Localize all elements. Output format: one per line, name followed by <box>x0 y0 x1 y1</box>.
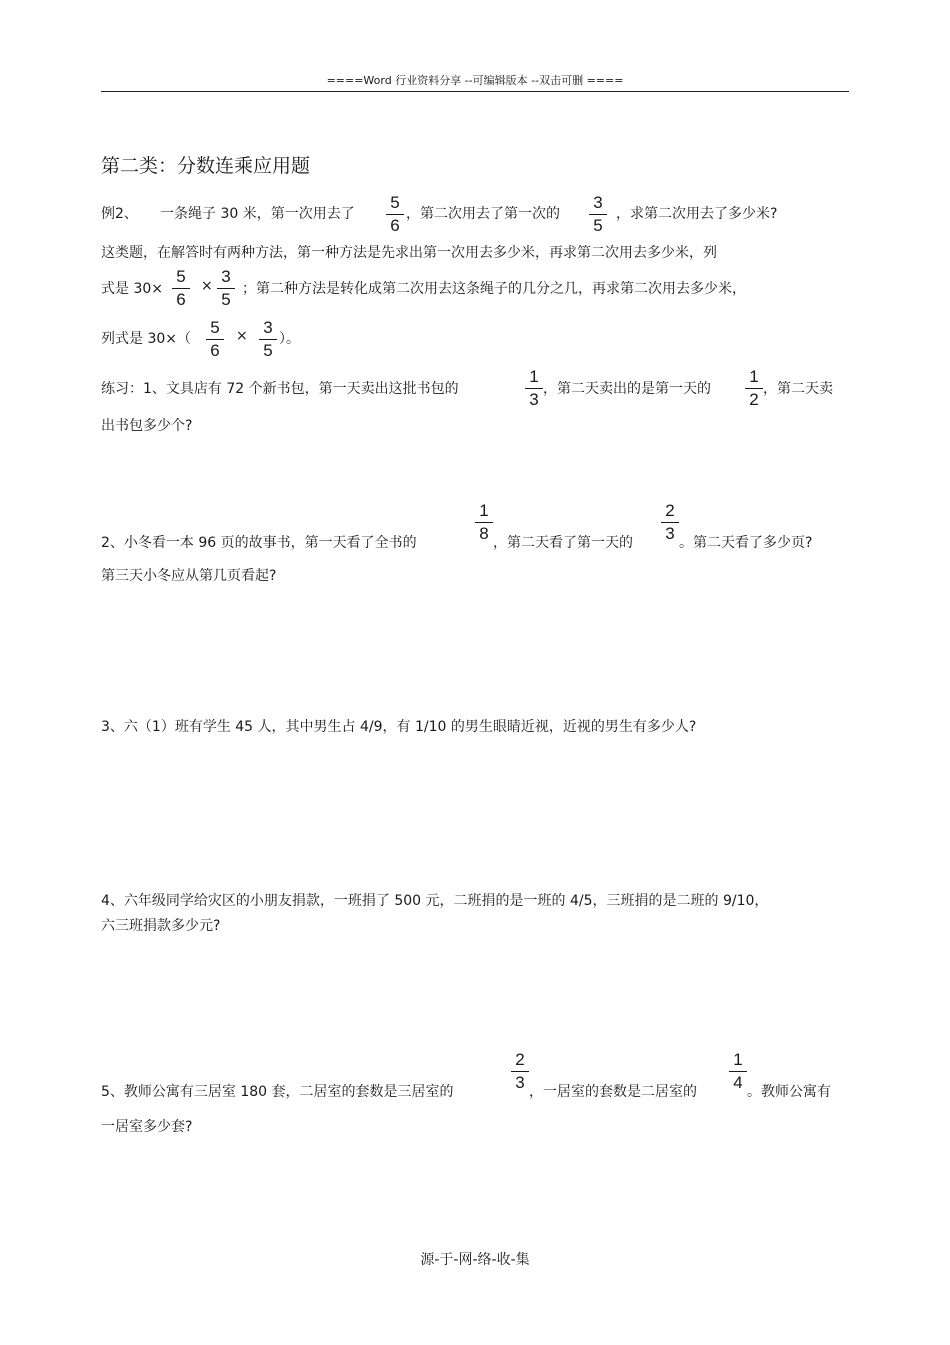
times-sign: × <box>236 328 248 344</box>
question-text: 练习：1、文具店有 72 个新书包，第一天卖出这批书包的 <box>101 381 459 397</box>
question-text: 3、六（1）班有学生 45 人，其中男生占 4/9，有 1/10 的男生眼睛近视，近视的男生有多少人? <box>101 719 697 735</box>
fraction-2-3: 2 3 <box>661 501 679 544</box>
fraction-2-3: 2 3 <box>511 1050 529 1093</box>
fraction-3-5: 3 5 <box>259 318 277 361</box>
example-text-1: 一条绳子 30 米，第一次用去了 <box>160 206 355 222</box>
question-text: ，第二天看了第一天的 <box>493 535 633 551</box>
fraction-5-6: 5 6 <box>386 193 404 236</box>
fraction-1-4: 1 4 <box>729 1050 747 1093</box>
question-text-line-2: 出书包多少个? <box>101 418 193 434</box>
fraction-5-6: 5 6 <box>206 318 224 361</box>
page-header: ====Word 行业资料分享 --可编辑版本 --双击可删 ==== <box>326 74 624 87</box>
question-text: 4、六年级同学给灾区的小朋友捐款，一班捐了 500 元，二班捐的是一班的 4/5，三班捐的是二班的 9/10， <box>101 893 769 909</box>
formula-2-text: 列式是 30×（ <box>101 331 191 347</box>
fraction-1-3: 1 3 <box>525 367 543 410</box>
question-text-line-2: 一居室多少套? <box>101 1119 193 1135</box>
fraction-3-5: 3 5 <box>589 193 607 236</box>
fraction-5-6: 5 6 <box>172 267 190 310</box>
formula-1-rest: ；第二种方法是转化成第二次用去这条绳子的几分之几，再求第二次用去多少米， <box>242 281 746 297</box>
header-rule <box>101 91 849 92</box>
section-title: 第二类：分数连乘应用题 <box>101 155 311 177</box>
explanation-line: 这类题，在解答时有两种方法，第一种方法是先求出第一次用去多少米，再求第二次用去多少米，列 <box>101 245 717 261</box>
page-footer: 源-于-网-络-收-集 <box>420 1252 530 1268</box>
question-text: 。教师公寓有 <box>747 1084 831 1100</box>
example-label: 例2、 <box>101 206 138 222</box>
fraction-1-8: 1 8 <box>475 501 493 544</box>
formula-2-end: ）。 <box>279 331 300 347</box>
question-text: 5、教师公寓有三居室 180 套，二居室的套数是三居室的 <box>101 1084 454 1100</box>
example-text-2: ，第二次用去了第一次的 <box>406 206 560 222</box>
question-text: ，第二天卖 <box>763 381 833 397</box>
formula-1-text: 式是 30× <box>101 281 163 297</box>
times-sign: × <box>201 278 213 294</box>
question-text: 2、小冬看一本 96 页的故事书，第一天看了全书的 <box>101 535 417 551</box>
fraction-3-5: 3 5 <box>217 267 235 310</box>
fraction-1-2: 1 2 <box>745 367 763 410</box>
question-text-line-2: 第三天小冬应从第几页看起? <box>101 568 277 584</box>
question-text: ，一居室的套数是二居室的 <box>529 1084 697 1100</box>
example-text-3: ，求第二次用去了多少米? <box>616 206 778 222</box>
question-text: 。第二天看了多少页? <box>679 535 813 551</box>
question-text-line-2: 六三班捐款多少元? <box>101 918 221 934</box>
question-text: ，第二天卖出的是第一天的 <box>543 381 711 397</box>
